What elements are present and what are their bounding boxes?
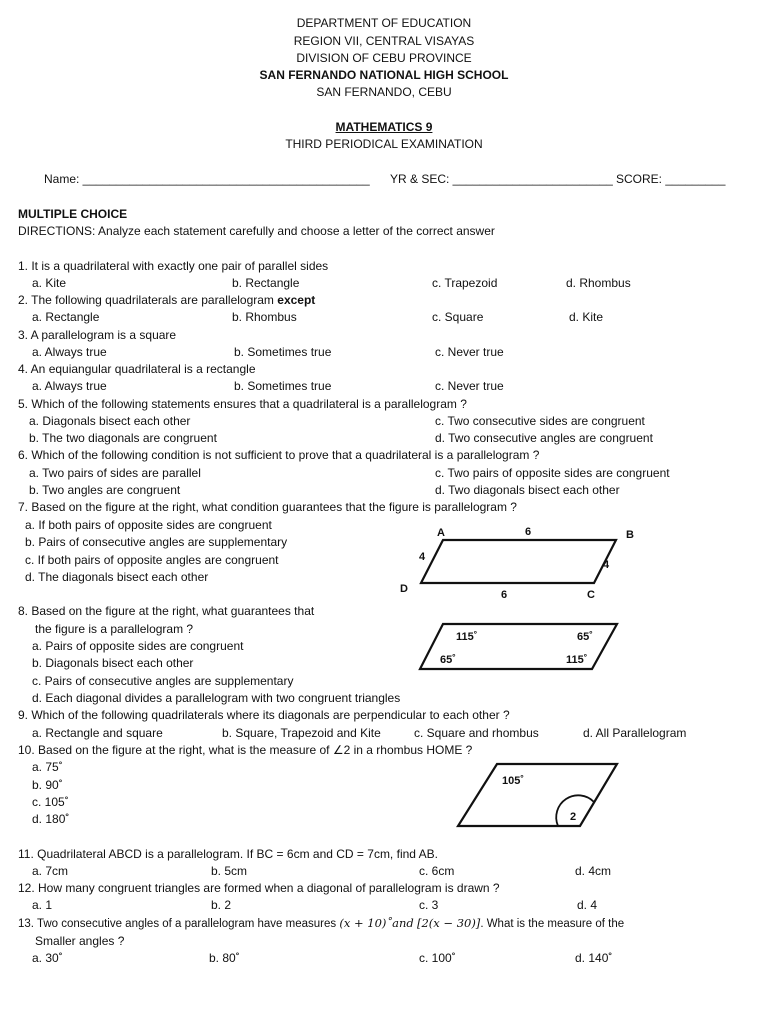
q2-option-d: d. Kite	[569, 310, 604, 324]
q5-option-d: d. Two consecutive angles are congruent	[435, 431, 653, 445]
q10-option-b: b. 90˚	[32, 778, 63, 792]
q9-option-a: a. Rectangle and square	[32, 726, 163, 740]
q6-stem: 6. Which of the following condition is not sufficient to prove that a quadrilateral is a parallelogram ?	[18, 448, 540, 462]
q10-option-c: c. 105˚	[32, 795, 69, 809]
q5-option-c: c. Two consecutive sides are congruent	[435, 414, 645, 428]
q5-option-a: a. Diagonals bisect each other	[29, 414, 191, 428]
q5-stem: 5. Which of the following statements ensures that a quadrilateral is a parallelogram ?	[18, 397, 467, 411]
q4-option-c: c. Never true	[435, 379, 504, 393]
q7-option-b: b. Pairs of consecutive angles are supplementary	[25, 535, 288, 549]
fig7-side-left: 4	[419, 551, 426, 563]
q13-option-d: d. 140˚	[575, 951, 613, 965]
header-school: SAN FERNANDO NATIONAL HIGH SCHOOL	[259, 68, 509, 82]
q1-stem: 1. It is a quadrilateral with exactly one pair of parallel sides	[18, 259, 329, 273]
q13-stem-post: . What is the measure of the	[480, 918, 625, 930]
q1-option-c: c. Trapezoid	[432, 276, 498, 290]
q10-option-a: a. 75˚	[32, 760, 63, 774]
q13-stem	[18, 916, 624, 931]
q11-stem: 11. Quadrilateral ABCD is a parallelogram. If BC = 6cm and CD = 7cm, find AB.	[18, 847, 438, 861]
q8-stem-cont: the figure is a parallelogram ?	[35, 622, 194, 636]
section-title: MULTIPLE CHOICE	[18, 207, 128, 221]
fig8-angle-bottom-left: 65˚	[440, 654, 456, 666]
exam-subject: MATHEMATICS 9	[335, 120, 433, 134]
q12-option-c: c. 3	[419, 898, 439, 912]
q12-option-d: d. 4	[577, 898, 598, 912]
q13-option-c: c. 100˚	[419, 951, 456, 965]
q3-option-b: b. Sometimes true	[234, 345, 332, 359]
q12-option-b: b. 2	[211, 898, 232, 912]
q11-option-d: d. 4cm	[575, 864, 612, 878]
q3-option-c: c. Never true	[435, 345, 504, 359]
fig8-angle-top-right: 65˚	[577, 631, 593, 643]
q13-and: and	[392, 916, 414, 930]
fig7-label-b: B	[626, 529, 634, 541]
q6-option-b: b. Two angles are congruent	[29, 483, 181, 497]
fig7-side-top: 6	[525, 526, 532, 538]
q2-option-b: b. Rhombus	[232, 310, 297, 324]
header-division: DIVISION OF CEBU PROVINCE	[296, 51, 472, 65]
q7-option-a: a. If both pairs of opposite sides are congruent	[25, 518, 272, 532]
q5-option-b: b. The two diagonals are congruent	[29, 431, 217, 445]
q11-option-c: c. 6cm	[419, 864, 455, 878]
q13-stem-cont: Smaller angles ?	[35, 934, 125, 948]
q4-option-b: b. Sometimes true	[234, 379, 332, 393]
fig10-angle-label: 105˚	[502, 775, 525, 787]
header-department: DEPARTMENT OF EDUCATION	[296, 16, 472, 30]
q8-option-a: a. Pairs of opposite sides are congruent	[32, 639, 244, 653]
q2-stem-emphasis: except	[277, 293, 316, 307]
q8-option-b: b. Diagonals bisect each other	[32, 656, 194, 670]
q4-option-a: a. Always true	[32, 379, 107, 393]
exam-title: THIRD PERIODICAL EXAMINATION	[285, 137, 483, 151]
q11-option-a: a. 7cm	[32, 864, 69, 878]
q13-stem-pre: 13. Two consecutive angles of a parallelogram have measures	[18, 918, 340, 930]
header-address: SAN FERNANDO, CEBU	[316, 85, 452, 99]
fig7-side-bottom: 6	[501, 589, 508, 601]
score-field[interactable]: SCORE: _________	[616, 172, 726, 186]
q10-stem: 10. Based on the figure at the right, what is the measure of ∠2 in a rhombus HOME ?	[18, 743, 473, 757]
q9-option-d: d. All Parallelogram	[583, 726, 687, 740]
q4-stem: 4. An equiangular quadrilateral is a rectangle	[18, 362, 256, 376]
q13-expression-1: (x + 10)˚	[339, 916, 393, 930]
q2-option-c: c. Square	[432, 310, 484, 324]
q8-option-c: c. Pairs of consecutive angles are supplementary	[32, 674, 294, 688]
q6-option-a: a. Two pairs of sides are parallel	[29, 466, 201, 480]
fig7-side-right: 4	[603, 559, 610, 571]
q3-stem: 3. A parallelogram is a square	[18, 328, 177, 342]
q10-option-d: d. 180˚	[32, 812, 70, 826]
q1-option-a: a. Kite	[32, 276, 67, 290]
q1-option-d: d. Rhombus	[566, 276, 631, 290]
q6-option-d: d. Two diagonals bisect each other	[435, 483, 620, 497]
section-directions: DIRECTIONS: Analyze each statement carefully and choose a letter of the correct answer	[18, 224, 495, 238]
fig7-label-a: A	[437, 527, 445, 539]
q6-option-c: c. Two pairs of opposite sides are congruent	[435, 466, 670, 480]
q9-option-b: b. Square, Trapezoid and Kite	[222, 726, 381, 740]
q7-stem: 7. Based on the figure at the right, what condition guarantees that the figure is parallelogram ?	[18, 500, 517, 514]
q13-expression-2: [2(x − 30)]	[416, 916, 481, 930]
fig7-label-d: D	[400, 583, 408, 595]
q8-option-d: d. Each diagonal divides a parallelogram with two congruent triangles	[32, 691, 401, 705]
q7-option-d: d. The diagonals bisect each other	[25, 570, 209, 584]
q9-option-c: c. Square and rhombus	[414, 726, 539, 740]
q9-stem: 9. Which of the following quadrilaterals where its diagonals are perpendicular to each other ?	[18, 708, 510, 722]
q7-option-c: c. If both pairs of opposite angles are congruent	[25, 553, 279, 567]
q3-option-a: a. Always true	[32, 345, 107, 359]
fig8-angle-bottom-right: 115˚	[566, 654, 588, 666]
q13-option-a: a. 30˚	[32, 951, 63, 965]
q2-stem-text: 2. The following quadrilaterals are parallelogram	[18, 293, 278, 307]
name-field[interactable]: Name: ___________________________________________	[44, 172, 370, 186]
q1-option-b: b. Rectangle	[232, 276, 300, 290]
q13-option-b: b. 80˚	[209, 951, 240, 965]
q12-option-a: a. 1	[32, 898, 53, 912]
q2-option-a: a. Rectangle	[32, 310, 100, 324]
header-region: REGION VII, CENTRAL VISAYAS	[293, 34, 475, 48]
fig7-label-c: C	[587, 589, 595, 601]
yr-sec-field[interactable]: YR & SEC: ________________________	[390, 172, 613, 186]
fig8-angle-top-left: 115˚	[456, 631, 478, 643]
q12-stem: 12. How many congruent triangles are formed when a diagonal of parallelogram is drawn ?	[18, 881, 500, 895]
fig10-angle-mark: 2	[570, 811, 577, 823]
q11-option-b: b. 5cm	[211, 864, 248, 878]
q8-stem: 8. Based on the figure at the right, what guarantees that	[18, 604, 315, 618]
